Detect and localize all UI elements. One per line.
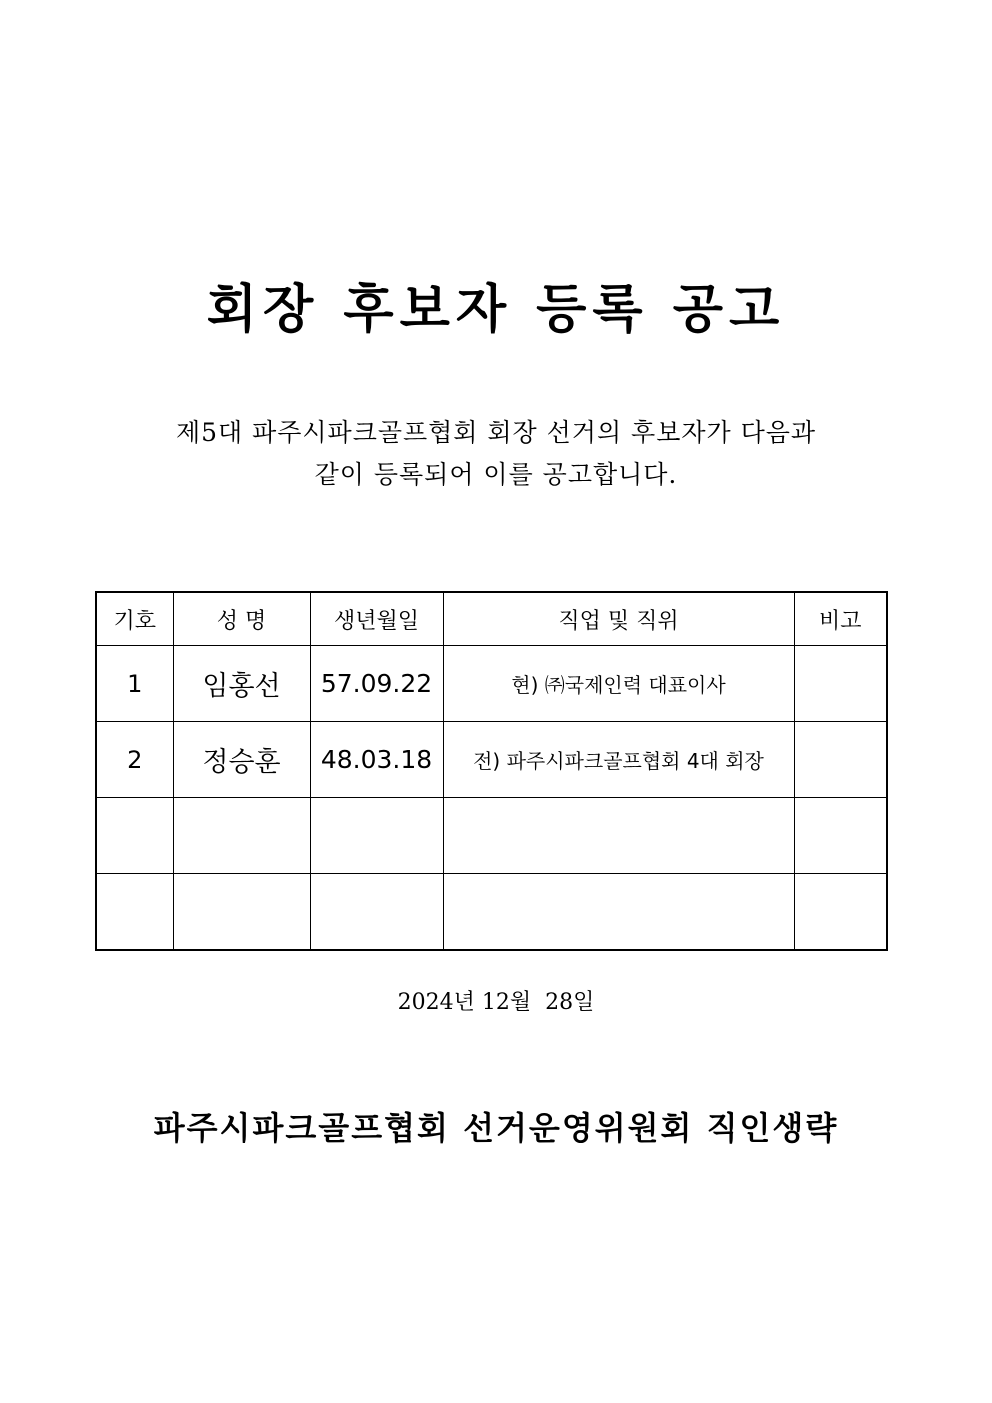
candidate-occupation <box>443 874 794 951</box>
candidate-name <box>173 798 310 874</box>
announcement-text <box>0 412 992 496</box>
header-remarks: 비고 <box>794 592 887 646</box>
candidate-number: 1 <box>96 646 173 722</box>
candidate-number: 2 <box>96 722 173 798</box>
candidate-table <box>95 591 888 951</box>
candidate-name <box>173 874 310 951</box>
header-name: 성 명 <box>173 592 310 646</box>
table-row <box>96 798 887 874</box>
candidate-birthdate <box>310 874 443 951</box>
announcement-date: 2024년 12월 28일 <box>397 990 595 1015</box>
page-title: 회장 후보자 등록 공고 <box>206 279 786 340</box>
candidate-birthdate: 57.09.22 <box>310 646 443 722</box>
candidate-remarks <box>794 798 887 874</box>
candidate-remarks <box>794 874 887 951</box>
candidate-occupation <box>443 798 794 874</box>
table-row <box>96 874 887 951</box>
candidate-birthdate <box>310 798 443 874</box>
candidate-occupation: 전) 파주시파크골프협회 4대 회장 <box>443 722 794 798</box>
announcement-line-2: 같이 등록되어 이를 공고합니다. <box>314 460 678 489</box>
candidate-birthdate: 48.03.18 <box>310 722 443 798</box>
header-occupation: 직업 및 직위 <box>443 592 794 646</box>
candidate-remarks <box>794 722 887 798</box>
issuer-signature-line: 파주시파크골프협회 선거운영위원회 직인생략 <box>153 1109 839 1147</box>
candidate-number <box>96 798 173 874</box>
candidate-name: 임홍선 <box>173 646 310 722</box>
table-header-row <box>96 592 887 646</box>
candidate-name: 정승훈 <box>173 722 310 798</box>
candidate-number <box>96 874 173 951</box>
header-birthdate: 생년월일 <box>310 592 443 646</box>
table-row <box>96 646 887 722</box>
candidate-remarks <box>794 646 887 722</box>
header-number: 기호 <box>96 592 173 646</box>
table-row <box>96 722 887 798</box>
candidate-occupation: 현) ㈜국제인력 대표이사 <box>443 646 794 722</box>
announcement-line-1: 제5대 파주시파크골프협회 회장 선거의 후보자가 다음과 <box>175 418 817 447</box>
